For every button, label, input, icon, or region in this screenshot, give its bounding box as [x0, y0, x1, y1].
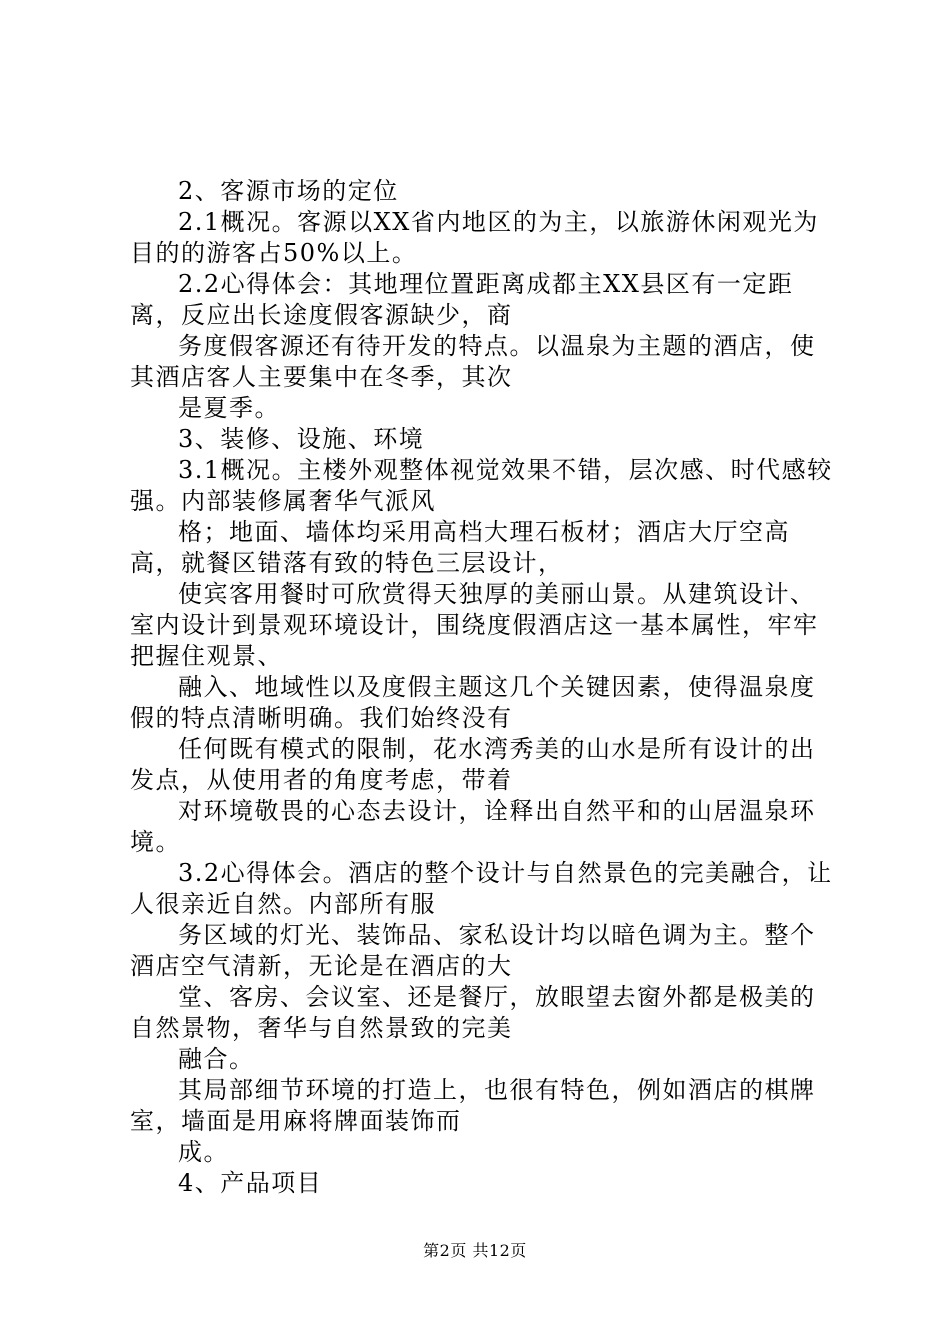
paragraph-3-2-cont-1: 务区域的灯光、装饰品、家私设计均以暗色调为主。整个酒店空气清新，无论是在酒店的大: [130, 921, 816, 980]
paragraph-3-1-cont-1: 格；地面、墙体均采用高档大理石板材；酒店大厅空高高，就餐区错落有致的特色三层设计，: [130, 518, 790, 577]
paragraph-2-2: 2.2心得体会：其地理位置距离成都主XX县区有一定距离，反应出长途度假客源缺少，商: [130, 270, 794, 329]
paragraph-3-1-cont-2: 使宾客用餐时可欣赏得天独厚的美丽山景。从建筑设计、室内设计到景观环境设计，围绕度假酒店这一基本属性，牢牢把握住观景、: [130, 580, 819, 670]
section-heading-2: 2、客源市场的定位: [178, 177, 399, 205]
paragraph-2-2-cont-2: 是夏季。: [178, 394, 280, 422]
paragraph-3-1-cont-3: 融入、地域性以及度假主题这几个关键因素，使得温泉度假的特点清晰明确。我们始终没有: [130, 673, 816, 732]
paragraph-detail: 其局部细节环境的打造上，也很有特色，例如酒店的棋牌室，墙面是用麻将牌面装饰而: [130, 1076, 816, 1135]
page-footer: 第2页 共12页: [423, 1241, 527, 1260]
paragraph-2-2-cont-1: 务度假客源还有待开发的特点。以温泉为主题的酒店，使其酒店客人主要集中在冬季，其次: [130, 332, 816, 391]
paragraph-3-2-cont-3: 融合。: [178, 1045, 255, 1073]
paragraph-2-1: 2.1概况。客源以XX省内地区的为主，以旅游休闲观光为目的的游客占50%以上。: [130, 208, 819, 267]
section-heading-3: 3、装修、设施、环境: [178, 425, 425, 453]
paragraph-3-1: 3.1概况。主楼外观整体视觉效果不错，层次感、时代感较强。内部装修属奢华气派风: [130, 456, 833, 515]
paragraph-detail-cont: 成。: [178, 1138, 229, 1166]
section-heading-4: 4、产品项目: [178, 1169, 323, 1197]
paragraph-3-2-cont-2: 堂、客房、会议室、还是餐厅，放眼望去窗外都是极美的自然景物，奢华与自然景致的完美: [130, 983, 816, 1042]
paragraph-3-2: 3.2心得体会。酒店的整个设计与自然景色的完美融合，让人很亲近自然。内部所有服: [130, 859, 833, 918]
document-body: [130, 176, 835, 1199]
paragraph-3-1-cont-5: 对环境敬畏的心态去设计，诠释出自然平和的山居温泉环境。: [130, 797, 816, 856]
paragraph-3-1-cont-4: 任何既有模式的限制，花水湾秀美的山水是所有设计的出发点，从使用者的角度考虑，带着: [130, 735, 816, 794]
